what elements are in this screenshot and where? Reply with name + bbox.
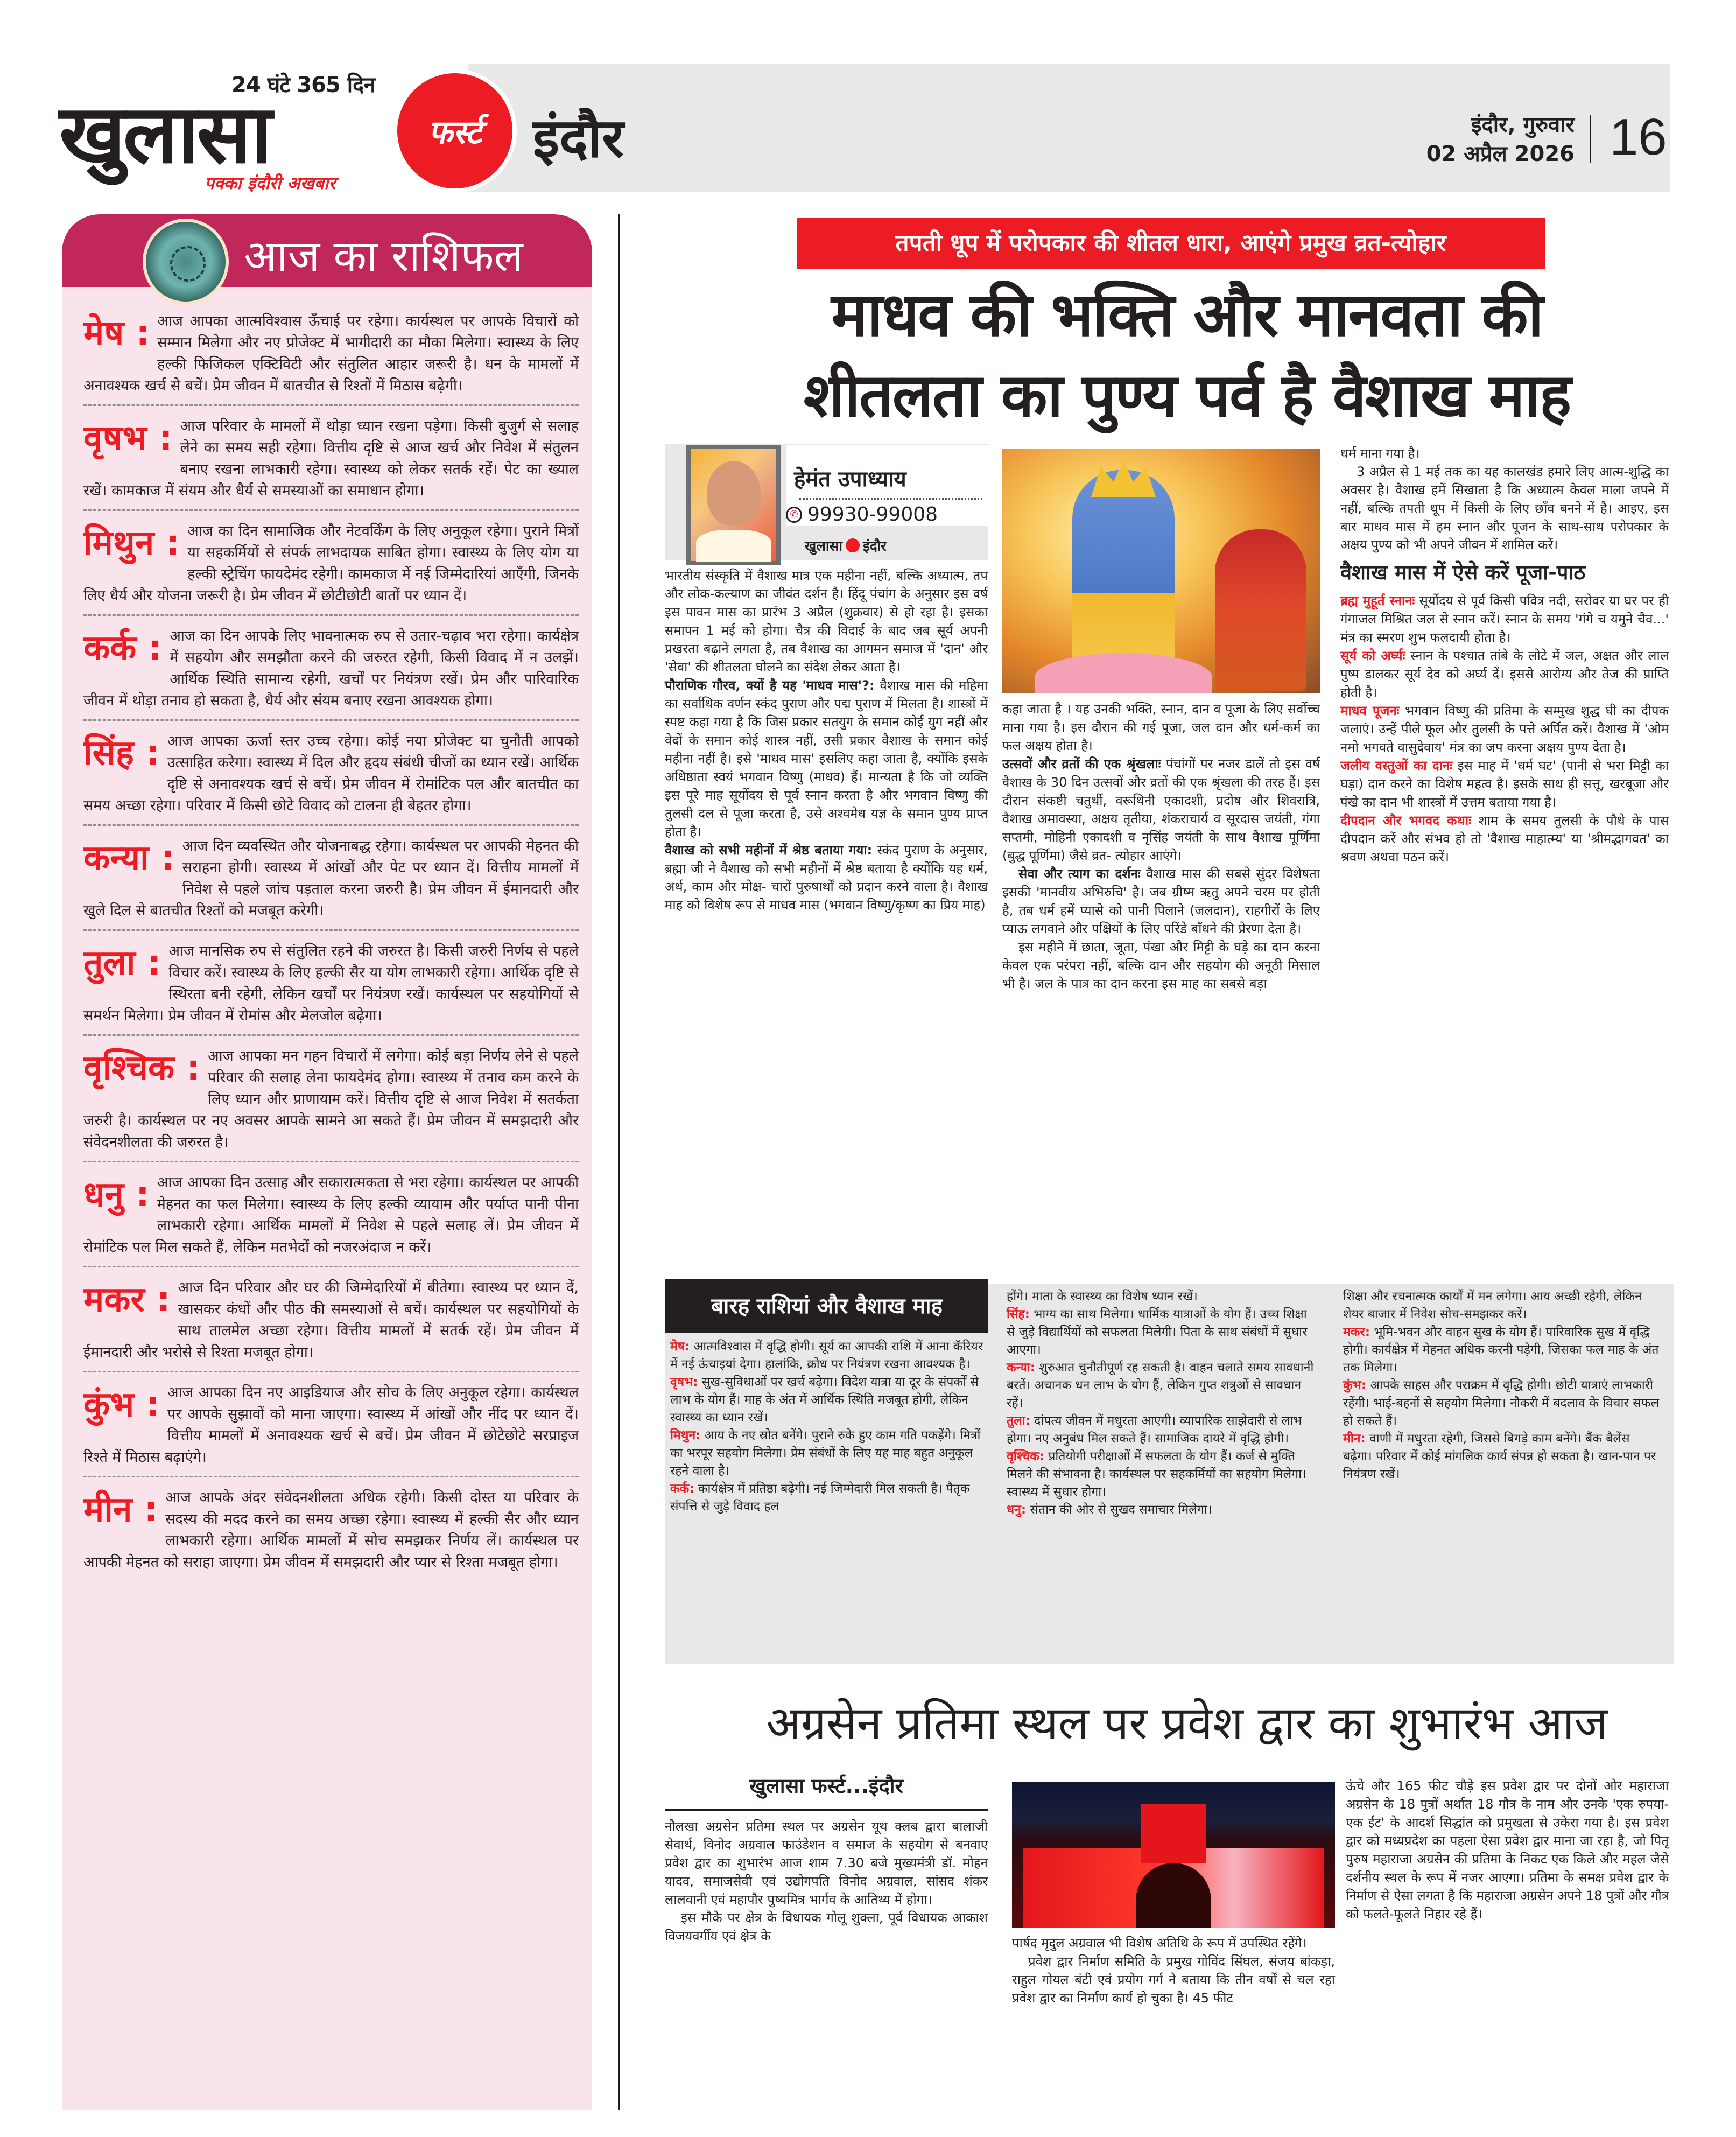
newspaper-logo: खुलासा xyxy=(59,88,270,181)
rashi-month-text: प्रतियोगी परीक्षाओं में सफलता के योग हैं। कर्ज से मुक्ति मिलने की संभावना है। कार्यस्थल पर सहकर्मियों का सहयोग मिलेगा। स्वास्थ्य में सुधार होगा। xyxy=(1007,1449,1306,1499)
headline-line-2: शीतलता का पुण्य पर्व है वैशाख माह xyxy=(803,361,1571,431)
newspaper-slogan: पक्का इंदौरी अखबार xyxy=(205,173,336,193)
rashi-month-text: दांपत्य जीवन में मधुरता आएगी। व्यापारिक साझेदारी से लाभ होगा। नए अनुबंध मिल सकते हैं। सामाजिक दायरे में वृद्धि होगी। xyxy=(1007,1414,1302,1446)
rashifal-item xyxy=(83,938,579,1036)
rashi-month-entry xyxy=(1007,1288,1319,1306)
deity-crown xyxy=(1091,459,1156,497)
puja-item xyxy=(1340,647,1669,702)
zodiac-wheel-icon xyxy=(143,219,229,305)
rashi-month-entry xyxy=(1343,1323,1661,1377)
rashifal-panel xyxy=(62,214,592,2110)
rashi-month-entry xyxy=(1007,1412,1319,1448)
twelve-rashi-column-2 xyxy=(1007,1288,1319,1519)
puja-subheading: वैशाख मास में ऐसे करें पूजा-पाठ xyxy=(1340,560,1586,584)
author-brand-logo: खुलासा xyxy=(805,538,842,555)
edition-city: इंदौर xyxy=(533,107,624,170)
phone-icon: ✆ xyxy=(786,507,802,523)
zodiac-sign-name: मीन : xyxy=(83,1490,158,1530)
story-paragraph: वैशाख मास की महिमा का सर्वाधिक वर्णन स्कंद पुराण और पद्म पुराण में मिलता है। शास्त्रों में स्पष्ट कहा गया है कि जिस प्रकार सतयुग के समान कोई युग नहीं और वेदों के समान कोई शास्त्र नहीं, उसी प्रकार वैशाख के समान कोई महीना नहीं है। इसे 'माधव मास' इसलिए कहा जाता है, क्योंकि इसके अधिष्ठाता स्वयं भगवान विष्णु (माधव) हैं। मान्यता है कि जो व्यक्ति इस पूरे माह सूर्योदय से पूर्व स्नान करता है और भगवान विष्णु की तुलसी दल से पूजा करता है, उसे अश्वमेध यज्ञ के समान पुण्य प्राप्त होता है। xyxy=(665,678,988,839)
rashifal-item xyxy=(83,1485,579,1581)
vishnu-illustration xyxy=(1002,449,1320,693)
rashifal-title: आज का राशिफल xyxy=(244,231,523,281)
zodiac-forecast: आज आपका दिन उत्साह और सकारात्मकता से भरा रहेगा। कार्यस्थल पर आपकी मेहनत का फल मिलेगा। स्वास्थ्य के लिए हल्की व्यायाम और पर्याप्त पानी पीना लाभकारी रहेगा। आर्थिक मामलों में निवेश से पहले सलाह लें। प्रेम जीवन में रोमांटिक पल मिल सकते हैं, लेकिन मतभेदों को नजरअंदाज न करें। xyxy=(83,1174,579,1256)
column-divider xyxy=(618,214,620,2110)
puja-item-label: जलीय वस्तुओं का दानः xyxy=(1340,758,1453,773)
devotee-figure xyxy=(1215,529,1306,691)
rashi-month-label: वृश्चिक: xyxy=(1007,1449,1044,1463)
rashi-month-text: होंगे। माता के स्वास्थ्य का विशेष ध्यान रखें। xyxy=(1007,1290,1198,1304)
zodiac-sign-name: सिंह : xyxy=(83,733,160,773)
zodiac-sign-name: कुंभ : xyxy=(83,1385,160,1425)
story2-headline: अग्रसेन प्रतिमा स्थल पर प्रवेश द्वार का शुभारंभ आज xyxy=(766,1697,1608,1749)
story-subhead: उत्सवों और व्रतों की एक श्रृंखलाः xyxy=(1002,756,1161,772)
story2-paragraph: पार्षद मृदुल अग्रवाल भी विशेष अतिथि के रूप में उपस्थित रहेंगे। xyxy=(1012,1936,1307,1951)
rashifal-item xyxy=(83,833,579,931)
story-paragraph: वैशाख मास की सबसे सुंदर विशेषता इसकी 'मानवीय अभिरुचि' है। जब ग्रीष्म ऋतु अपने चरम पर होती है, तब धर्म हमें प्यासे को पानी पिलाने (जलदान), राहगीरों के लिए प्याऊ लगवाने और पक्षियों के लिए परिंडे बाँधने की प्रेरणा देता है। xyxy=(1002,866,1320,936)
story-subhead: पौराणिक गौरव, क्यों है यह 'माधव मास'?: xyxy=(665,678,875,693)
puja-item-label: सूर्य को अर्घ्यः xyxy=(1340,648,1405,663)
story-paragraph: कहा जाता है । यह उनकी भक्ति, स्नान, दान व पूजा के लिए सर्वोच्च माना गया है। इस दौरान की गई पूजा, जल दान और धर्म-कर्म का फल अक्षय होता है। xyxy=(1002,702,1320,753)
puja-item xyxy=(1340,702,1669,756)
zodiac-sign-name: वृश्चिक : xyxy=(83,1048,201,1088)
byline-rule xyxy=(665,1809,988,1811)
zodiac-forecast: आज आपका ऊर्जा स्तर उच्च रहेगा। कोई नया प्रोजेक्ट या चुनौती आपको उत्साहित करेगा। स्वास्थ्य में दिल और हृदय संबंधी चीजों का ध्यान रखें। आर्थिक दृष्टि से अनावश्यक खर्च से बचें। प्रेम जीवन में रोमांटिक पल और बातचीत का समय अच्छा रहेगा। परिवार में किसी छोटे विवाद को टालना ही बेहतर होगा। xyxy=(83,733,579,814)
rashi-month-entry xyxy=(1007,1501,1319,1519)
rashifal-item xyxy=(83,623,579,721)
rashi-month-label: कन्या: xyxy=(1007,1361,1035,1375)
author-photo xyxy=(686,445,781,565)
author-dotted-rule xyxy=(799,498,982,500)
puja-item xyxy=(1340,756,1669,811)
zodiac-sign-name: कर्क : xyxy=(83,628,163,668)
masthead-tagline: 24 घंटे 365 दिन xyxy=(231,73,375,97)
rashifal-item xyxy=(83,1380,579,1477)
author-phone xyxy=(786,503,938,526)
dateline-place-day: इंदौर, गुरुवार xyxy=(1471,113,1575,137)
rashi-month-entry xyxy=(1343,1430,1661,1483)
rashi-month-label: मकर: xyxy=(1343,1325,1370,1339)
puja-item-text: भगवान विष्णु की प्रतिमा के सम्मुख शुद्ध घी का दीपक जलाएं। उन्हें पीले फूल और तुलसी के पत्ते अर्पित करें। वैशाख में 'ओम नमो भगवते वासुदेवाय' मंत्र का जप करना अक्षय पुण्य देता है। xyxy=(1340,703,1669,755)
story-paragraph: इस महीने में छाता, जूता, पंखा और मिट्टी के घड़े का दान करना केवल एक परंपरा नहीं, बल्कि दान और सहयोग की अनूठी मिसाल भी है। जल के पात्र का दान करना इस माह का सबसे बड़ा xyxy=(1002,940,1320,991)
rashi-month-label: मिथुन: xyxy=(670,1428,701,1442)
rashifal-item xyxy=(83,309,579,406)
story2-column-3 xyxy=(1346,1777,1669,1923)
dateline xyxy=(1426,110,1575,169)
zodiac-forecast: आज परिवार के मामलों में थोड़ा ध्यान रखना पड़ेगा। किसी बुजुर्ग से सलाह लेने का समय सही रहेगा। वित्तीय दृष्टि से आज खर्च और निवेश में संतुलन बनाए रखना लाभकारी रहेगा। स्वास्थ्य को लेकर सतर्क रहें। पेट का ख्याल रखें। कामकाज में संयम और धैर्य से समस्याओं का समाधान होगा। xyxy=(83,418,579,499)
rashi-month-label: तुला: xyxy=(1007,1414,1030,1428)
author-face-image xyxy=(691,449,776,561)
gate-tower xyxy=(1141,1804,1206,1863)
puja-item-text: स्नान के पश्चात तांबे के लोटे में जल, अक्षत और लाल पुष्प डालकर सूर्य देव को अर्घ्य दें। इससे आरोग्य और तेज की प्राप्ति होती है। xyxy=(1340,648,1669,700)
rashifal-item xyxy=(83,519,579,616)
rashi-month-text: शुरुआत चुनौतीपूर्ण रह सकती है। वाहन चलाते समय सावधानी बरतें। अचानक धन लाभ के योग हैं, लेकिन गुप्त शत्रुओं से सावधान रहें। xyxy=(1007,1361,1314,1410)
rashi-month-entry xyxy=(1343,1377,1661,1430)
rashi-month-text: संतान की ओर से सुखद समाचार मिलेगा। xyxy=(1030,1503,1212,1517)
rashi-month-label: धनु: xyxy=(1007,1503,1027,1517)
zodiac-sign-name: तुला : xyxy=(83,943,161,983)
puja-item-label: दीपदान और भगवद कथाः xyxy=(1340,813,1471,828)
story-paragraph: धर्म माना गया है। xyxy=(1340,446,1420,461)
puja-item-text: शाम के समय तुलसी के पौधे के पास दीपदान करें और संभव हो तो 'वैशाख माहात्म्य' या 'श्रीमद्भागवत' का श्रवण अथवा पठन करें। xyxy=(1340,813,1669,865)
deity-figure xyxy=(1072,470,1175,675)
rashi-month-label: वृषभ: xyxy=(670,1375,698,1389)
rashi-month-text: सुख-सुविधाओं पर खर्च बढ़ेगा। विदेश यात्रा या दूर के संपर्कों से लाभ के योग हैं। माह के अंत में आर्थिक स्थिति मजबूत होगी, लेकिन स्वास्थ्य का ध्यान रखें। xyxy=(670,1375,979,1425)
rashi-month-entry xyxy=(1007,1448,1319,1501)
zodiac-sign-name: मकर : xyxy=(83,1280,171,1320)
puja-item xyxy=(1340,811,1669,866)
headline-line-1: माधव की भक्ति और मानवता की xyxy=(831,280,1543,350)
story-column-2 xyxy=(1002,700,1320,993)
story2-paragraph: नौलखा अग्रसेन प्रतिमा स्थल पर अग्रसेन यूथ क्लब द्वारा बालाजी सेवार्थ, विनोद अग्रवाल फाउंडेशन व समाज के सहयोग से बनवाए प्रवेश द्वार का शुभारंभ आज शाम 7.30 बजे मुख्यमंत्री डॉ. मोहन यादव, समाजसेवी एवं उद्योगपति विनोद अग्रवाल, सांसद शंकर लालवानी एवं महापौर पुष्यमित्र भार्गव के आतिथ्य में होगा। xyxy=(665,1819,988,1907)
rashifal-item xyxy=(83,1170,579,1267)
story2-paragraph: प्रवेश द्वार निर्माण समिति के प्रमुख गोविंद सिंघल, संजय बांकड़ा, राहुल गोयल बंटी एवं प्रयोग गर्ग ने बताया कि तीन वर्षों से चल रहा प्रवेश द्वार का निर्माण कार्य हो चुका है। 45 फीट xyxy=(1012,1954,1335,2006)
rashi-month-text: आपके साहस और पराक्रम में वृद्धि होगी। छोटी यात्राएं लाभकारी रहेंगी। भाई-बहनों से सहयोग मिलेगा। नौकरी में बदलाव के विचार सफल हो सकते हैं। xyxy=(1343,1378,1660,1428)
rashi-month-text: भाग्य का साथ मिलेगा। धार्मिक यात्राओं के योग हैं। उच्च शिक्षा से जुड़े विद्यार्थियों को सफलता मिलेगी। पिता के साथ संबंधों में सुधार आएगा। xyxy=(1007,1307,1308,1357)
puja-item-text: सूर्योदय से पूर्व किसी पवित्र नदी, सरोवर या घर पर ही गंगाजल मिश्रित जल से स्नान करें। स्नान के समय 'गंगे च यमुने चैव...' मंत्र का स्मरण शुभ फलदायी होता है। xyxy=(1340,593,1669,645)
zodiac-sign-name: धनु : xyxy=(83,1175,150,1215)
rashi-month-label: कुंभ: xyxy=(1343,1378,1367,1392)
rashi-month-text: कार्यक्षेत्र में प्रतिष्ठा बढ़ेगी। नई जिम्मेदारी मिल सकती है। पैतृक संपत्ति से जुड़े विवाद हल xyxy=(670,1482,970,1514)
story-paragraph: पंचांगों पर नजर डालें तो इस वर्ष वैशाख के 30 दिन उत्सवों और व्रतों की एक श्रृंखला की तरह हैं। इस दौरान संकष्टी चतुर्थी, वरूथिनी एकादशी, प्रदोष और शिवरात्रि, वैशाख अमावस्या, अक्षय तृतीया, शंकराचार्य व सूरदास जयंती, गंगा सप्तमी, मोहिनी एकादशी व नृसिंह जयंती के साथ वैशाख पूर्णिमा (बुद्ध पूर्णिमा) जैसे व्रत- त्योहार आएंगे। xyxy=(1002,756,1320,863)
story2-column-2 xyxy=(1012,1934,1335,2007)
rashi-month-entry xyxy=(1007,1359,1319,1412)
rashi-month-text: वाणी में मधुरता रहेगी, जिससे बिगड़े काम बनेंगे। बैंक बैलेंस बढ़ेगा। परिवार में कोई मांगलिक कार्य संपन्न हो सकता है। खान-पान पर नियंत्रण रखें। xyxy=(1343,1432,1656,1481)
rashi-month-text: आत्मविश्वास में वृद्धि होगी। सूर्य का आपकी राशि में आना कॅरियर में नई ऊंचाइयां देगा। हालांकि, क्रोध पर नियंत्रण रखना आवश्यक है। xyxy=(670,1340,983,1371)
story-column-3 xyxy=(1340,444,1669,866)
rashi-month-entry xyxy=(670,1338,988,1374)
rashi-month-text: भूमि-भवन और वाहन सुख के योग हैं। पारिवारिक सुख में वृद्धि होगी। कार्यक्षेत्र में मेहनत अधिक करनी पड़ेगी, जिसका फल माह के अंत तक मिलेगा। xyxy=(1343,1325,1659,1375)
story-paragraph: भारतीय संस्कृति में वैशाख मात्र एक महीना नहीं, बल्कि अध्यात्म, तप और लोक-कल्याण का जीवंत दर्शन है। हिंदू पंचांग के अनुसार इस वर्ष इस पावन मास का प्रारंभ 3 अप्रैल (शुक्रवार) से हो रहा है। इसका समापन 1 मई को होगा। चैत्र की विदाई के बाद जब सूर्य अपनी प्रखरता बढ़ाने लगता है, तब वैशाख का आगमन समाज में 'दान' और 'सेवा' की शीतलता घोलने का संदेश लेकर आता है। xyxy=(665,568,988,675)
zodiac-forecast: आज दिन परिवार और घर की जिम्मेदारियों में बीतेगा। स्वास्थ्य पर ध्यान दें, खासकर कंधों और पीठ की समस्याओं से बचें। कार्यस्थल पर सहयोगियों के साथ तालमेल अच्छा रहेगा। वित्तीय मामलों में सतर्क रहें। प्रेम जीवन में ईमानदारी और भरोसे से रिश्ता मजबूत होगा। xyxy=(83,1279,579,1361)
story-paragraph: स्कंद पुराण के अनुसार, ब्रह्मा जी ने वैशाख को सभी महीनों में श्रेष्ठ बताया है क्योंकि यह धर्म, अर्थ, काम और मोक्ष- चारों पुरुषार्थों को प्रदान करने वाला है। वैशाख माह को विशेष रूप से माधव मास (भगवान विष्णु/कृष्ण का प्रिय माह) xyxy=(665,843,988,913)
author-name: हेमंत उपाध्याय xyxy=(794,467,906,492)
logo-badge-text: फर्स्ट xyxy=(428,114,482,151)
rashi-month-entry xyxy=(670,1480,988,1516)
story-headline xyxy=(651,275,1723,436)
puja-item-label: माधव पूजनः xyxy=(1340,703,1400,718)
puja-item-text: इस माह में 'धर्म घट' (पानी से भरा मिट्टी का घड़ा) दान करने का विशेष महत्व है। इसके साथ ही सत्तू, खरबूजा और पंखे का दान भी शास्त्रों में उत्तम बताया गया है। xyxy=(1340,758,1669,810)
lotus-base xyxy=(1035,653,1212,693)
story-paragraph: 3 अप्रैल से 1 मई तक का यह कालखंड हमारे लिए आत्म-शुद्धि का अवसर है। वैशाख हमें सिखाता है कि अध्यात्म केवल माला जपने में नहीं, बल्कि तपती धूप में किसी के लिए छाँव बनने में है। आइए, इस बार माधव मास में हम स्नान और पूजन के साथ-साथ परोपकार के अक्षय पुण्य को भी अपने जीवन में शामिल करें। xyxy=(1340,464,1669,552)
zodiac-forecast: आज मानसिक रुप से संतुलित रहने की जरुरत है। किसी जरुरी निर्णय से पहले विचार करें। स्वास्थ्य के लिए हल्की सैर या योग लाभकारी रहेगा। आर्थिक दृष्टि से स्थिरता बनी रहेगी, लेकिन खर्चों पर नियंत्रण रखें। कार्यस्थल पर सहयोगियों से समर्थन मिलेगा। प्रेम जीवन में रोमांस और मेलजोल बढ़ेगा। xyxy=(83,943,579,1024)
rashifal-list xyxy=(83,309,579,1588)
date-separator xyxy=(1590,115,1591,163)
rashi-month-text: आय के नए स्रोत बनेंगे। पुराने रुके हुए काम गति पकड़ेंगे। मित्रों का भरपूर सहयोग मिलेगा। प्रेम संबंधों के लिए यह माह बहुत अनुकूल रहने वाला है। xyxy=(670,1428,981,1478)
story2-byline: खुलासा फर्स्ट...इंदौर xyxy=(749,1774,904,1798)
story-kicker: तपती धूप में परोपकार की शीतल धारा, आएंगे प्रमुख व्रत-त्योहार xyxy=(797,218,1545,269)
rashi-month-label: मेष: xyxy=(670,1340,690,1354)
puja-item xyxy=(1340,592,1669,647)
rashi-month-text: शिक्षा और रचनात्मक कार्यों में मन लगेगा। आय अच्छी रहेगी, लेकिन शेयर बाजार में निवेश सोच-समझकर करें। xyxy=(1343,1290,1642,1321)
story2-paragraph: ऊंचे और 165 फीट चौड़े इस प्रवेश द्वार पर दोनों ओर महाराजा अग्रसेन के 18 पुत्रों अर्थात 18 गौत्र के नाम और उनके 'एक रुपया-एक ईंट' के आदर्श सिद्धांत को प्रमुखता से उकेरा गया है। इस प्रवेश द्वार को मध्यप्रदेश का पहला ऐसा प्रवेश द्वार माना जा रहा है, जो पितृ पुरुष महाराजा अग्रसेन की प्रतिमा के निकट एक किले और महल जैसे दर्शनीय स्थल के रूप में नजर आएगा। प्रतिमा के समक्ष प्रवेश द्वार के निर्माण से ऐसा लगता है कि महाराजा अग्रसेन अपने 18 पुत्रों और गौत्र को फलते-फूलते निहार रहे हैं। xyxy=(1346,1778,1669,1922)
zodiac-forecast: आज आपका आत्मविश्वास ऊँचाई पर रहेगा। कार्यस्थल पर आपके विचारों को सम्मान मिलेगा और नए प्रोजेक्ट में भागीदारी का मौका मिलेगा। स्वास्थ्य के लिए हल्की फिजिकल एक्टिविटी और संतुलित आहार जरूरी है। धन के मामलों में अनावश्यक खर्च से बचें। प्रेम जीवन में बातचीत से रिश्तों में मिठास बढ़ेगी। xyxy=(83,313,579,394)
puja-item-label: ब्रह्म मुहूर्त स्नानः xyxy=(1340,593,1415,608)
masthead xyxy=(0,0,1736,194)
rashifal-item xyxy=(83,1275,579,1372)
logo-badge xyxy=(393,69,517,193)
rashi-month-entry xyxy=(670,1374,988,1427)
story2-paragraph: इस मौके पर क्षेत्र के विधायक गोलू शुक्ला, पूर्व विधायक आकाश विजयवर्गीय एवं क्षेत्र के xyxy=(665,1910,988,1944)
story2-column-1 xyxy=(665,1817,988,1945)
zodiac-forecast: आज दिन व्यवस्थित और योजनाबद्ध रहेगा। कार्यस्थल पर आपकी मेहनत की सराहना होगी। स्वास्थ्य में आंखों और पेट पर ध्यान दें। वित्तीय मामलों में निवेश से पहले जांच पड़ताल करना जरुरी है। प्रेम जीवन में ईमानदारी और खुले दिल से बातचीत रिश्तों को मजबूत करेगी। xyxy=(83,838,579,919)
entrance-gate-photo xyxy=(1012,1782,1335,1928)
author-brand-city: इंदौर xyxy=(862,538,887,555)
story-subhead: वैशाख को सभी महीनों में श्रेष्ठ बताया गया: xyxy=(665,843,873,858)
rashi-month-entry xyxy=(670,1427,988,1480)
rashi-month-entry xyxy=(1343,1288,1661,1323)
zodiac-forecast: आज का दिन आपके लिए भावनात्मक रुप से उतार-चढ़ाव भरा रहेगा। कार्यक्षेत्र में सहयोग और समझौता करने की जरुरत रहेगी, किसी विवाद में न उलझें। आर्थिक स्थिति सामान्य रहेगी, खर्चों पर नियंत्रण रखें। प्रेम और पारिवारिक जीवन में थोड़ा तनाव हो सकता है, धैर्य और संयम बनाए रखना आवश्यक होगा। xyxy=(83,628,579,709)
page-number: 16 xyxy=(1610,108,1667,166)
twelve-rashi-title: बारह राशियां और वैशाख माह xyxy=(665,1279,988,1333)
zodiac-forecast: आज आपके अंदर संवेदनशीलता अधिक रहेगी। किसी दोस्त या परिवार के सदस्य की मदद करने का समय अच्छा रहेगा। स्वास्थ्य में हल्की सैर और ध्यान लाभकारी रहेगा। आर्थिक मामलों में सोच समझकर निर्णय लें। कार्यस्थल पर आपकी मेहनत को सराहा जाएगा। प्रेम जीवन में समझदारी और प्यार से रिश्ता मजबूत होगा। xyxy=(83,1489,579,1571)
twelve-rashi-column-3 xyxy=(1343,1288,1661,1483)
twelve-rashi-column-1 xyxy=(670,1338,988,1516)
story-column-1 xyxy=(665,566,988,914)
zodiac-sign-name: वृषभ : xyxy=(83,418,173,458)
rashi-month-label: मीन: xyxy=(1343,1432,1366,1446)
zodiac-forecast: आज आपका दिन नए आइडियाज और सोच के लिए अनुकूल रहेगा। कार्यस्थल पर आपके सुझावों को माना जाएगा। स्वास्थ्य में आंखों और नींद पर ध्यान दें। वित्तीय मामलों में अनावश्यक खर्च से बचें। प्रेम जीवन में छोटेछोटे सरप्राइज रिश्ते में मिठास बढ़ाएंगे। xyxy=(83,1384,579,1466)
zodiac-sign-name: कन्या : xyxy=(83,838,175,878)
zodiac-forecast: आज आपका मन गहन विचारों में लगेगा। कोई बड़ा निर्णय लेने से पहले परिवार की सलाह लेना फायदेमंद होगा। स्वास्थ्य में तनाव कम करने के लिए ध्यान और प्राणायाम करें। वित्तीय दृष्टि से आज निवेश में सतर्कता जरुरी है। कार्यस्थल पर नए अवसर आपके सामने आ सकते हैं। प्रेम जीवन में समझदारी और संवेदनशीलता की जरुरत है। xyxy=(83,1048,579,1151)
dateline-date: 02 अप्रैल 2026 xyxy=(1426,142,1575,166)
rashifal-item xyxy=(83,414,579,511)
zodiac-sign-name: मेष : xyxy=(83,313,150,353)
author-phone-number: 99930-99008 xyxy=(807,503,938,526)
rashifal-item xyxy=(83,1043,579,1162)
brand-badge-icon xyxy=(846,538,860,552)
rashi-month-label: कर्क: xyxy=(670,1482,694,1496)
rashi-month-entry xyxy=(1007,1306,1319,1359)
rashi-month-label: सिंह: xyxy=(1007,1307,1030,1321)
author-brand xyxy=(805,536,887,555)
story-subhead: सेवा और त्याग का दर्शनः xyxy=(1018,866,1141,881)
puja-list xyxy=(1340,592,1669,866)
zodiac-sign-name: मिथुन : xyxy=(83,523,180,563)
zodiac-forecast: आज का दिन सामाजिक और नेटवर्किंग के लिए अनुकूल रहेगा। पुराने मित्रों या सहकर्मियों से संपर्क लाभदायक साबित होगा। स्वास्थ्य के लिए योग या हल्की स्ट्रेचिंग फायदेमंद रहेगी। कामकाज में नई जिम्मेदारियां आएँगी, जिनके लिए धैर्य और योजना जरूरी है। प्रेम जीवन में छोटीछोटी बातों पर ध्यान दें। xyxy=(83,523,579,604)
rashifal-item xyxy=(83,728,579,826)
